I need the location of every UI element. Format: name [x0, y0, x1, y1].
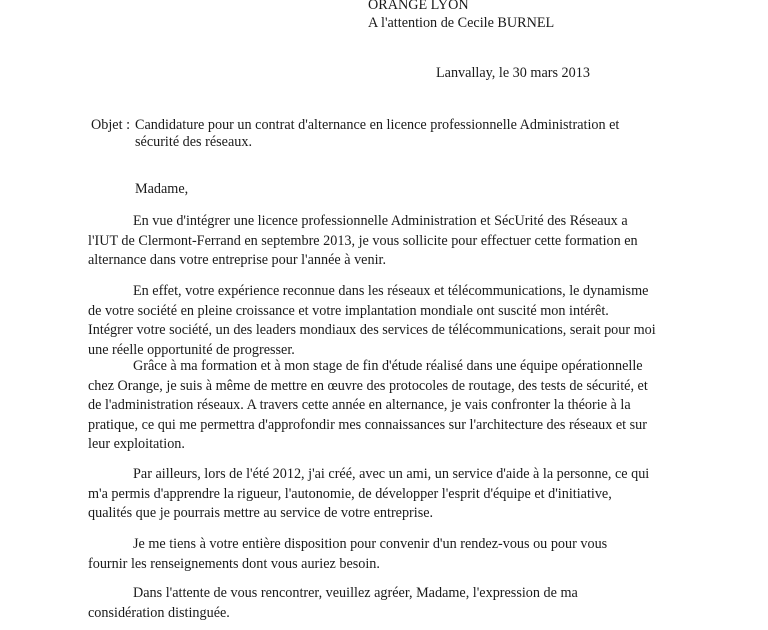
paragraph-line: En vue d'intégrer une licence professionnelle Administration et SécUrité des Réseaux a	[133, 213, 628, 229]
paragraph-line: l'IUT de Clermont-Ferrand en septembre 2013, je vous sollicite pour effectuer cette formation en	[88, 232, 638, 249]
paragraph-line: de votre société en pleine croissance et votre implantation mondiale ont suscité mon intérêt.	[88, 302, 609, 319]
paragraph-line: Grâce à ma formation et à mon stage de fin d'étude réalisé dans une équipe opérationnelle	[133, 358, 643, 374]
paragraph-line: pratique, ce qui me permettra d'approfondir mes connaissances sur l'architecture des réseaux et sur	[88, 416, 647, 433]
paragraph-line: En effet, votre expérience reconnue dans les réseaux et télécommunications, le dynamisme	[133, 283, 649, 299]
paragraph-line: Intégrer votre société, un des leaders mondiaux des services de télécommunications, serait pour moi	[88, 322, 656, 339]
place-date: Lanvallay, le 30 mars 2013	[436, 65, 590, 81]
paragraph-intro	[88, 212, 638, 271]
subject-label: Objet :	[91, 117, 131, 133]
paragraph-line: leur exploitation.	[88, 436, 185, 453]
paragraph-closing	[88, 584, 578, 623]
subject-line-1: Candidature pour un contrat d'alternance en licence professionnelle Administration et	[135, 117, 620, 133]
subject-line-2: sécurité des réseaux.	[135, 134, 252, 150]
paragraph-line: m'a permis d'apprendre la rigueur, l'autonomie, de développer l'esprit d'équipe et d'initiative,	[88, 485, 612, 502]
recipient-attention: A l'attention de Cecile BURNEL	[368, 15, 555, 31]
paragraph-line: fournir les renseignements dont vous auriez besoin.	[88, 555, 380, 572]
paragraph-availability	[88, 535, 607, 574]
salutation: Madame,	[135, 181, 189, 197]
recipient-company: ORANGE LYON	[368, 0, 469, 13]
paragraph-extra	[88, 465, 649, 524]
paragraph-line: alternance dans votre entreprise pour l'année à venir.	[88, 252, 386, 269]
paragraph-line: chez Orange, je suis à même de mettre en œuvre des protocoles de routage, des tests de sécurité, et	[88, 377, 648, 394]
paragraph-experience	[88, 357, 648, 455]
paragraph-line: Je me tiens à votre entière disposition pour convenir d'un rendez-vous ou pour vous	[133, 536, 608, 552]
paragraph-motivation	[88, 282, 656, 360]
paragraph-line: Par ailleurs, lors de l'été 2012, j'ai créé, avec un ami, un service d'aide à la personne, ce qui	[133, 466, 650, 482]
paragraph-line: qualités que je pourrais mettre au service de votre entreprise.	[88, 505, 434, 522]
paragraph-line: Dans l'attente de vous rencontrer, veuillez agréer, Madame, l'expression de ma	[133, 585, 578, 601]
paragraph-line: de l'administration réseaux. A travers cette année en alternance, je vais confronter la théorie à la	[88, 397, 631, 414]
paragraph-line: considération distinguée.	[88, 604, 230, 621]
paragraph-line: une réelle opportunité de progresser.	[88, 341, 295, 358]
